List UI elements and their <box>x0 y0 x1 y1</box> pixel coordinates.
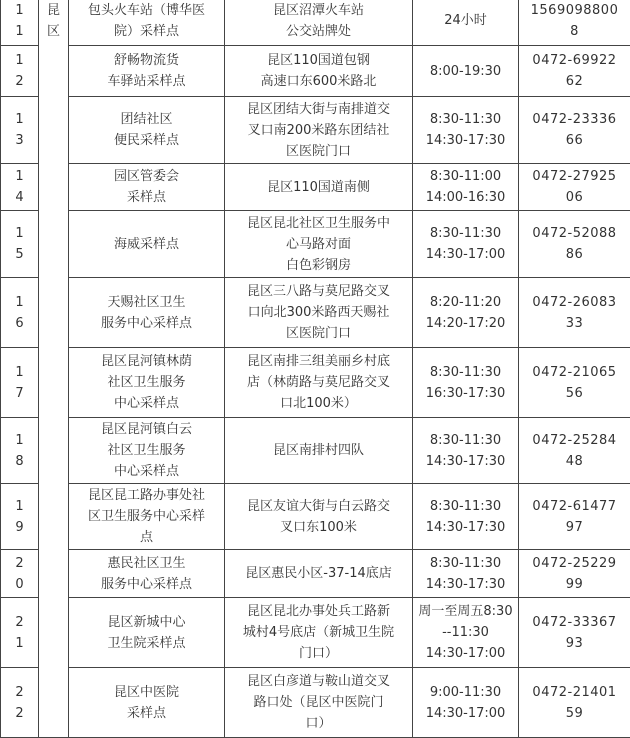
site-location: 昆区110国道南侧 <box>225 164 413 211</box>
site-name: 昆区新城中心 卫生院采样点 <box>69 598 225 668</box>
phone-number: 0472-25229 99 <box>519 550 630 598</box>
site-name: 包头火车站（博华医 院）采样点 <box>69 0 225 46</box>
site-name: 惠民社区卫生 服务中心采样点 <box>69 550 225 598</box>
phone-number: 0472-27925 06 <box>519 164 630 211</box>
table-row <box>1 46 630 97</box>
phone-number: 0472-33367 93 <box>519 598 630 668</box>
opening-hours: 8:30-11:30 14:30-17:00 <box>413 211 519 278</box>
site-name: 昆区昆河镇林荫 社区卫生服务 中心采样点 <box>69 348 225 418</box>
row-number: 1 8 <box>1 418 39 484</box>
site-location: 昆区南排三组美丽乡村底 店（林荫路与莫尼路交叉 口北100米） <box>225 348 413 418</box>
row-number: 1 2 <box>1 46 39 97</box>
site-location: 昆区惠民小区-37-14底店 <box>225 550 413 598</box>
table-row <box>1 0 630 46</box>
site-location: 昆区沼潭火车站 公交站牌处 <box>225 0 413 46</box>
row-number: 1 5 <box>1 211 39 278</box>
site-location: 昆区南排村四队 <box>225 418 413 484</box>
table-row <box>1 211 630 278</box>
table-row <box>1 484 630 550</box>
opening-hours: 8:30-11:30 14:30-17:30 <box>413 550 519 598</box>
site-name: 昆区中医院 采样点 <box>69 668 225 738</box>
opening-hours: 8:00-19:30 <box>413 46 519 97</box>
opening-hours: 8:30-11:30 16:30-17:30 <box>413 348 519 418</box>
phone-number: 0472-25284 48 <box>519 418 630 484</box>
phone-number: 0472-61477 97 <box>519 484 630 550</box>
opening-hours: 周一至周五8:30 --11:30 14:30-17:00 <box>413 598 519 668</box>
opening-hours: 8:30-11:30 14:30-17:30 <box>413 97 519 164</box>
row-number: 2 1 <box>1 598 39 668</box>
site-name: 海威采样点 <box>69 211 225 278</box>
table-row <box>1 668 630 738</box>
opening-hours: 9:00-11:30 14:30-17:00 <box>413 668 519 738</box>
site-name: 园区管委会 采样点 <box>69 164 225 211</box>
row-number: 1 7 <box>1 348 39 418</box>
opening-hours: 8:30-11:30 14:30-17:30 <box>413 484 519 550</box>
site-location: 昆区友谊大街与白云路交 叉口东100米 <box>225 484 413 550</box>
site-location: 昆区昆北办事处兵工路新 城村4号底店（新城卫生院 门口） <box>225 598 413 668</box>
row-number: 1 3 <box>1 97 39 164</box>
site-location: 昆区昆北社区卫生服务中 心马路对面 白色彩钢房 <box>225 211 413 278</box>
table-row <box>1 598 630 668</box>
phone-number: 0472-52088 86 <box>519 211 630 278</box>
opening-hours: 8:20-11:20 14:20-17:20 <box>413 278 519 348</box>
table-row <box>1 97 630 164</box>
phone-number: 0472-21065 56 <box>519 348 630 418</box>
site-name: 天赐社区卫生 服务中心采样点 <box>69 278 225 348</box>
row-number: 1 1 <box>1 0 39 46</box>
row-number: 1 9 <box>1 484 39 550</box>
opening-hours: 8:30-11:30 14:30-17:30 <box>413 418 519 484</box>
site-name: 舒畅物流货 车驿站采样点 <box>69 46 225 97</box>
site-name: 昆区昆工路办事处社 区卫生服务中心采样 点 <box>69 484 225 550</box>
row-number: 1 4 <box>1 164 39 211</box>
phone-number: 1569098800 8 <box>519 0 630 46</box>
table-row <box>1 550 630 598</box>
district-cell: 昆区 <box>39 0 69 738</box>
site-location: 昆区白彦道与鞍山道交叉 路口处（昆区中医院门 口） <box>225 668 413 738</box>
site-location: 昆区三八路与莫尼路交叉 口向北300米路西天赐社 区医院门口 <box>225 278 413 348</box>
opening-hours: 24小时 <box>413 0 519 46</box>
site-name: 团结社区 便民采样点 <box>69 97 225 164</box>
row-number: 2 2 <box>1 668 39 738</box>
phone-number: 0472-21401 59 <box>519 668 630 738</box>
row-number: 2 0 <box>1 550 39 598</box>
table-body <box>1 0 630 738</box>
table-row <box>1 164 630 211</box>
site-name: 昆区昆河镇白云 社区卫生服务 中心采样点 <box>69 418 225 484</box>
row-number: 1 6 <box>1 278 39 348</box>
phone-number: 0472-23336 66 <box>519 97 630 164</box>
table-row <box>1 348 630 418</box>
table-row <box>1 278 630 348</box>
phone-number: 0472-69922 62 <box>519 46 630 97</box>
phone-number: 0472-26083 33 <box>519 278 630 348</box>
table-row <box>1 418 630 484</box>
site-location: 昆区团结大街与南排道交 叉口南200米路东团结社 区医院门口 <box>225 97 413 164</box>
opening-hours: 8:30-11:00 14:00-16:30 <box>413 164 519 211</box>
site-location: 昆区110国道包钢 高速口东600米路北 <box>225 46 413 97</box>
